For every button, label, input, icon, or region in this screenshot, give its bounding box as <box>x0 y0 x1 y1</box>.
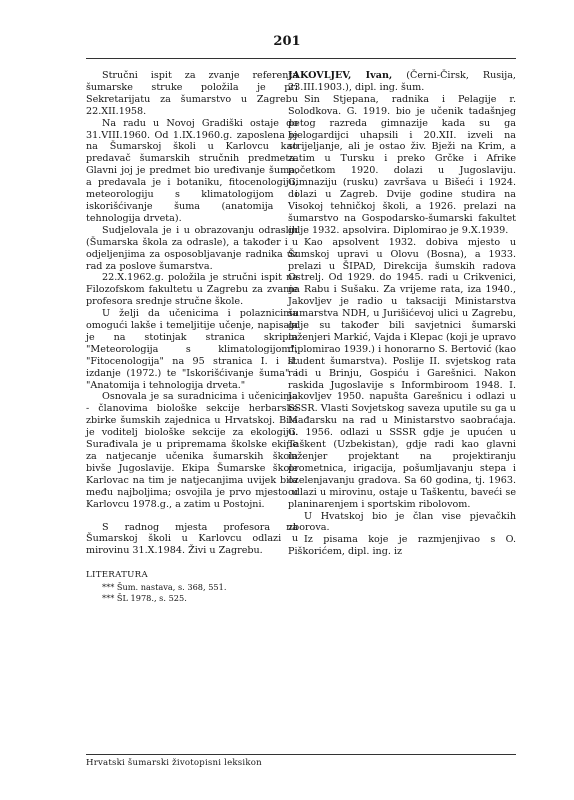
paragraph-choirs: U Hvatskoj bio je član vise pjevačkih zborova. <box>288 510 516 534</box>
entry-name: JAKOVLJEV, Ivan, <box>288 70 393 81</box>
right-column <box>288 70 516 558</box>
left-column <box>86 70 298 603</box>
footer-rule <box>86 754 516 755</box>
paragraph-exam: Stručni ispit za zvanje referenta šumarske struke položila je pri Sekretarijatu za šumarstvo u Zagrebu 22.XII.1958. <box>86 70 298 117</box>
paragraph-retirement: S radnog mjesta profesora na Šumarskoj školi u Karlovcu odlazi u mirovinu 31.X.1984. Živi u Zagrebu. <box>86 521 298 557</box>
paragraph-career: Kao apsolvent 1932. dobiva mjesto u Šumskoj upravi u Olovu (Bosna), a 1933. prelazi u ŠIPAD, Direkcija šumskih radova Ostrelj. Od 1929. do 1945. radi u Crikvenici, na Rabu i Sušaku. Za vrijeme rata, iza 1940., Jakovljev je radio u taksaciji Ministarstva šumarstva NDH, u Jurišićevoj ulici u Zagrebu, gdje su također bili savjetnici šumarski inženjeri Markić, Vajda i Klepac (koji je upravo diplomirao 1939.) i honorarno S. Bertović (kao student šumarstva). Poslije II. svjetskog rata radi u Brinju, Gospiću i Garešnici. Nakon raskida Jugoslavije s Informbiroom 1948. I. Jakovljev 1950. napušta Garešnicu i odlazi u SSSR. Vlasti Sovjetskog saveza uputile su ga u Mađarsku na rad u Ministarstvo saobraćaja. G. 1956. odlazi u SSSR gdje je upućen u Taškent (Uzbekistan), gdje radi kao glavni inženjer projektant na projektiranju prometnica, irigacija, pošumljavanju stepa i ozelenjavanju gradova. Sa 60 godina, tj. 1963. odlazi u mirovinu, ostaje u Taškentu, baveći se planinarenjem i sportskim ribolovom. <box>288 236 516 510</box>
paragraph-adult-education: Sudjelovala je i u obrazovanju odraslih (Šumarska škola za odrasle), a također i u odjeljenjima za osposobljavanje radnika uz rad za poslove šumarstva. <box>86 224 298 272</box>
header-rule <box>86 58 516 59</box>
paragraph-biology-section: Osnovala je sa suradnicima i učenicima - članovima biološke sekcije herbarske zbirke šumskih zajednica u Hrvatskoj. Bila je voditelj biološke sekcije za ekologiju. Surađivala je u pripremama školske ekipe za natjecanje učenika šumarskih škola bivše Jugoslavije. Ekipa Šumarske škole Karlovac na tim je natjecanjima uvijek bila među najboljima; osvojila je prvo mjesto u Karlovcu 1978.g., a zatim u Postojni. <box>86 391 298 510</box>
paragraph-professor-exam: 22.X.1962.g. položila je stručni ispit na Filozofskom fakultetu u Zagrebu za zvanje profesora srednje stručne škole. <box>86 272 298 308</box>
paragraph-work-gradiska: Na radu u Novoj Gradiški ostaje do 31.VIII.1960. Od 1.IX.1960.g. zaposlena je na Šumarskoj školi u Karlovcu kao predavač šumarskih stručnih predmeta. Glavni joj je predmet bio uređivanje šuma, a predavala je i botaniku, fitocenologiju, meteorologiju s klimatologijom i iskorišćivanje šuma (anatomija i tehnologija drveta). <box>86 117 298 224</box>
footer-text: Hrvatski šumarski životopisni leksikon <box>86 758 262 768</box>
literature-item: *** Šum. nastava, s. 368, 551. <box>102 582 227 593</box>
literature-heading: LITERATURA <box>86 570 148 581</box>
page-number: 201 <box>273 34 301 49</box>
literature-item: *** ŠL 1978., s. 525. <box>102 592 187 603</box>
paragraph-scripts: U želji da učenicima i polaznicima omogući lakše i temeljitije učenje, napisala je na stotinjak stranica skripta "Meteorologija s klimatologijom", "Fitocenologija" na 95 stranica I. i II. izdanje (1972.) te "Iskorišćivanje šuma" i "Anatomija i tehnologija drveta." <box>86 308 298 391</box>
entry-details: (Černi-Čirsk, Rusija, 23.III.1903.), dipl. ing. šum. <box>288 70 516 93</box>
paragraph-letters: Iz pisama koje je razmjenjivao s O. Piškorićem, dipl. ing. iz <box>288 534 516 558</box>
entry-heading <box>288 70 516 94</box>
paragraph-biography: Sin Stjepana, radnika i Pelagije r. Solodkova. G. 1919. bio je učenik tadašnjeg petog razreda gimnazije kada su ga bjelogardijci uhapsili i 20.XII. izveli na strijeljanje, ali je ostao živ. Bježi na Krim, a zatim u Tursku i preko Grčke i Afrike početkom 1920. dolazi u Jugoslaviju. Gimnaziju (rusku) završava u Bišeći i 1924. dolazi u Zagreb. Dvije godine studira na Visokoj tehničkoj školi, a 1926. prelazi na šumarstvo na Gospodarsko-šumarski fakultet gdje 1932. apsolvira. Diplomirao je 9.X.1939. <box>288 93 516 236</box>
spacer <box>86 511 298 522</box>
